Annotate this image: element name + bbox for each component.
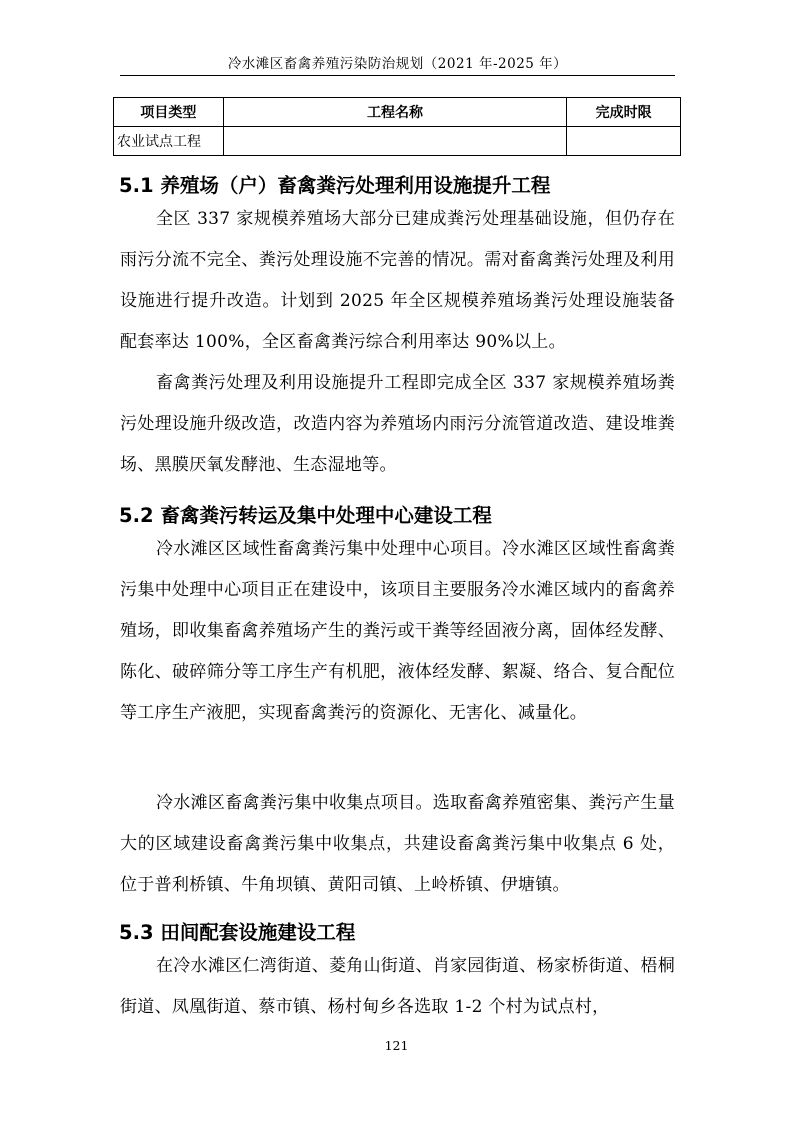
table-row bbox=[114, 127, 681, 156]
column-header-name: 工程名称 bbox=[223, 98, 566, 127]
paragraph: 全区 337 家规模养殖场大部分已建成粪污处理基础设施，但仍存在雨污分流不完全、粪污处理设施不完善的情况。需对畜禽粪污处理及利用设施进行提升改造。计划到 2025 年全区规模养殖场粪污处理设施装备配套率达 100%，全区畜禽粪污综合利用率达 90%以上。 bbox=[120, 209, 675, 352]
paragraph: 冷水滩区区域性畜禽粪污集中处理中心项目。冷水滩区区域性畜禽粪污集中处理中心项目正在建设中，该项目主要服务冷水滩区域内的畜禽养殖场，即收集畜禽养殖场产生的粪污或干粪等经固液分离，固体经发酵、陈化、破碎筛分等工序生产有机肥，液体经发酵、絮凝、络合、复合配位等工序生产液肥，实现畜禽粪污的资源化、无害化、减量化。 bbox=[120, 539, 675, 723]
table-cell-deadline bbox=[567, 127, 681, 156]
header-rule bbox=[120, 75, 675, 76]
paragraph: 畜禽粪污处理及利用设施提升工程即完成全区 337 家规模养殖场粪污处理设施升级改造，改造内容为养殖场内雨污分流管道改造、建设堆粪场、黑膜厌氧发酵池、生态湿地等。 bbox=[120, 373, 675, 475]
table-cell-name bbox=[223, 127, 566, 156]
running-header: 冷水滩区畜禽养殖污染防治规划（2021 年-2025 年） bbox=[227, 56, 568, 72]
paragraph: 冷水滩区畜禽粪污集中收集点项目。选取畜禽养殖密集、粪污产生量大的区域建设畜禽粪污集中收集点，共建设畜禽粪污集中收集点 6 处，位于普利桥镇、牛角坝镇、黄阳司镇、上岭桥镇、伊塘镇。 bbox=[120, 793, 675, 895]
paragraph: 在冷水滩区仁湾街道、菱角山街道、肖家园街道、杨家桥街道、梧桐街道、凤凰街道、蔡市镇、杨村甸乡各选取 1-2 个村为试点村， bbox=[120, 956, 675, 1017]
page-number: 121 bbox=[384, 1038, 409, 1053]
table-header-row bbox=[114, 98, 681, 127]
project-table bbox=[113, 97, 681, 156]
column-header-deadline: 完成时限 bbox=[567, 98, 681, 127]
column-header-type: 项目类型 bbox=[114, 98, 224, 127]
section-heading-5-1: 5.1 养殖场（户）畜禽粪污处理利用设施提升工程 bbox=[119, 174, 551, 197]
section-heading-5-2: 5.2 畜禽粪污转运及集中处理中心建设工程 bbox=[119, 504, 492, 527]
section-heading-5-3: 5.3 田间配套设施建设工程 bbox=[119, 921, 356, 944]
table-cell-type: 农业试点工程 bbox=[114, 127, 224, 156]
